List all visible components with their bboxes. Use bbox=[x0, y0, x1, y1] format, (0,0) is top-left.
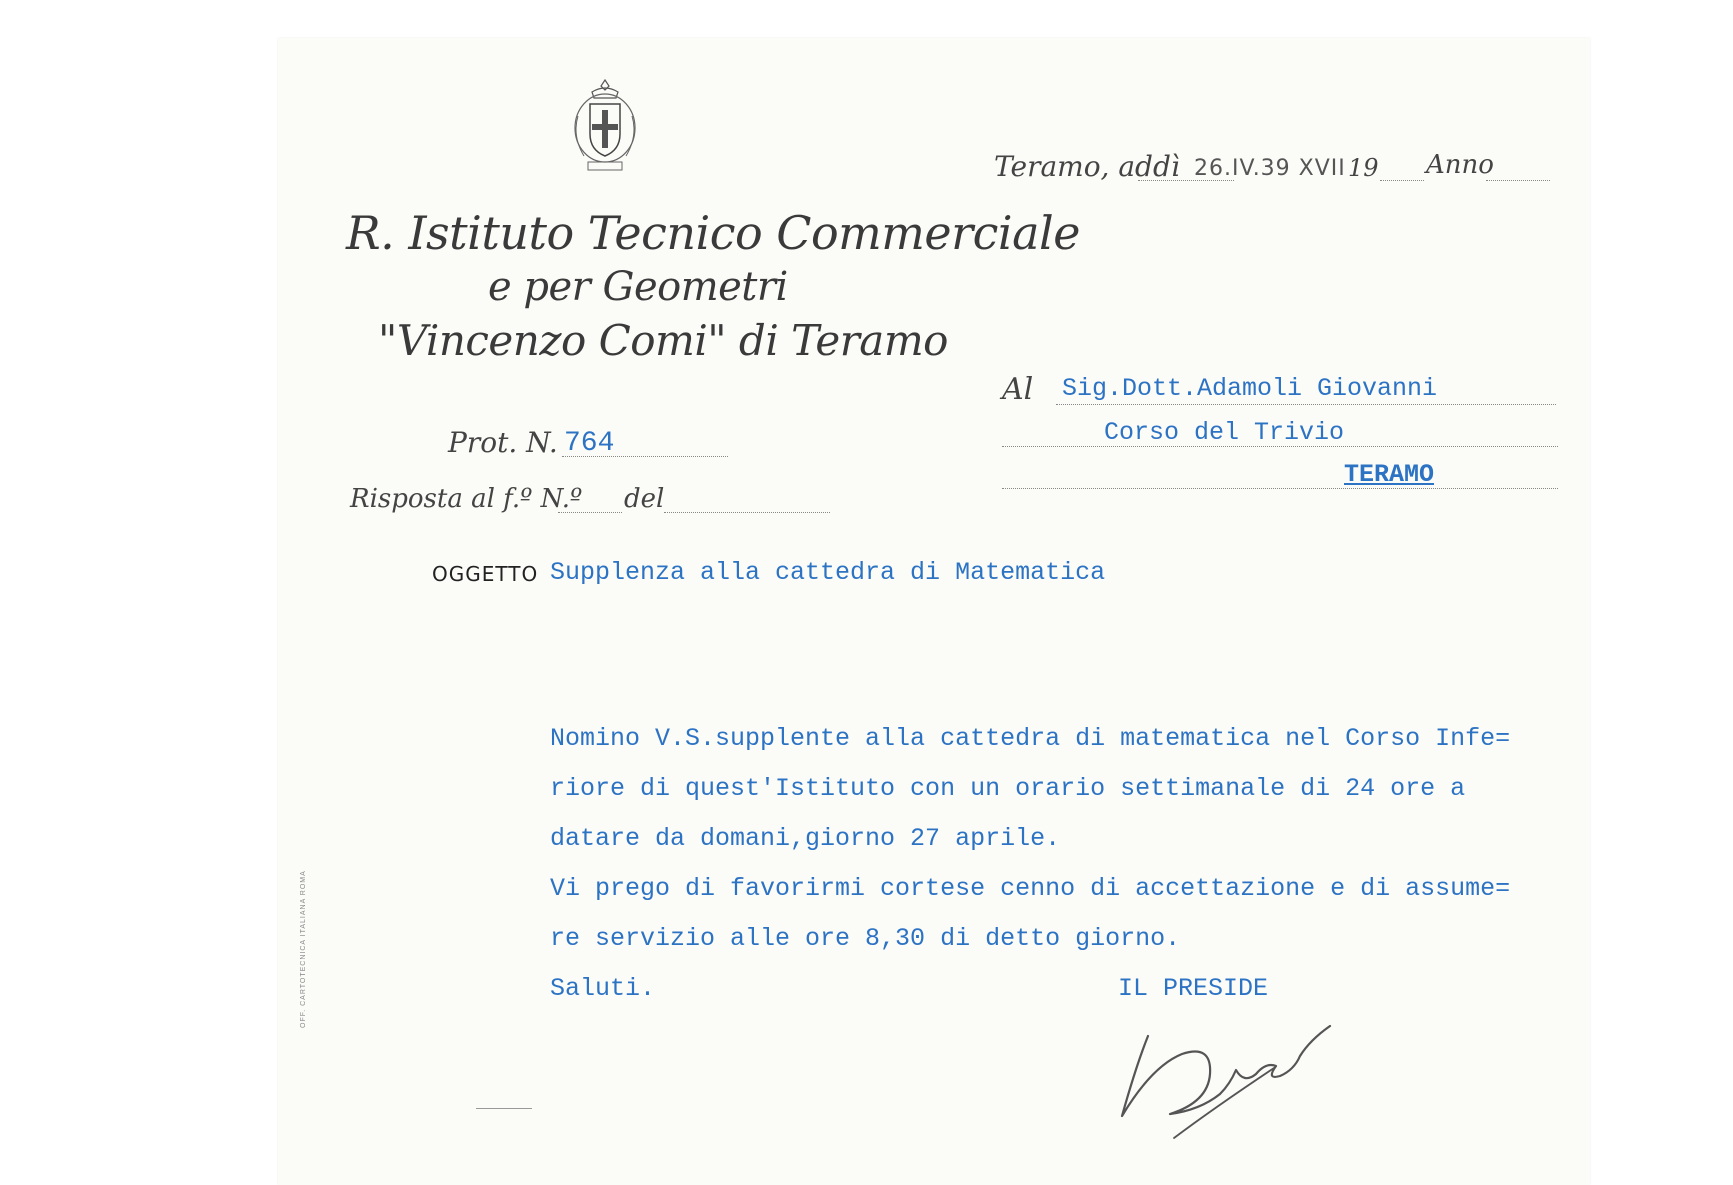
handwritten-signature bbox=[1108, 1008, 1338, 1148]
reply-del-rule bbox=[664, 512, 830, 513]
date-anno-rule bbox=[1486, 180, 1550, 181]
protocol-number: 764 bbox=[564, 428, 615, 459]
royal-coat-of-arms-emblem bbox=[570, 76, 640, 176]
printer-mark: OFF. CARTOTECNICA ITALIANA ROMA bbox=[300, 870, 307, 1028]
recipient-prefix: Al bbox=[1002, 372, 1034, 407]
date-stamp: 26.IV.39 XVII bbox=[1194, 156, 1346, 181]
reply-number-rule bbox=[558, 512, 622, 513]
recipient-street: Corso del Trivio bbox=[1104, 418, 1345, 447]
recipient-name: Sig.Dott.Adamoli Giovanni bbox=[1062, 374, 1438, 403]
reply-label: Risposta al f.º N.º bbox=[350, 484, 583, 514]
signatory-title: IL PRESIDE bbox=[1118, 974, 1269, 1003]
institute-name-line-2: e per Geometri bbox=[488, 264, 788, 310]
institute-name-line-3: "Vincenzo Comi" di Teramo bbox=[378, 316, 948, 365]
date-place-label: Teramo, addì bbox=[994, 150, 1180, 183]
body-line-4: Vi prego di favorirmi cortese cenno di accettazione e di assume= bbox=[550, 874, 1511, 903]
recipient-name-rule bbox=[1056, 404, 1556, 405]
letter-sheet bbox=[278, 38, 1590, 1185]
date-anno-label: Anno bbox=[1426, 150, 1494, 180]
body-line-1: Nomino V.S.supplente alla cattedra di matematica nel Corso Infe= bbox=[550, 724, 1511, 753]
margin-dash bbox=[476, 1108, 532, 1109]
recipient-street-rule bbox=[1002, 446, 1558, 447]
body-line-2: riore di quest'Istituto con un orario settimanale di 24 ore a bbox=[550, 774, 1466, 803]
recipient-city-rule bbox=[1002, 488, 1558, 489]
reply-del-label: del bbox=[624, 484, 665, 514]
body-line-3: datare da domani,giorno 27 aprile. bbox=[550, 824, 1061, 853]
date-year-label: 19 bbox=[1348, 154, 1379, 182]
institute-name-line-1: R. Istituto Tecnico Commerciale bbox=[346, 206, 1080, 260]
protocol-rule bbox=[562, 456, 728, 457]
subject-label: OGGETTO bbox=[432, 562, 539, 586]
subject-text: Supplenza alla cattedra di Matematica bbox=[550, 558, 1106, 587]
protocol-label: Prot. N. bbox=[448, 426, 558, 459]
recipient-city: TERAMO bbox=[1344, 460, 1435, 489]
body-line-5: re servizio alle ore 8,30 di detto giorno. bbox=[550, 924, 1181, 953]
date-year-rule bbox=[1380, 180, 1424, 181]
closing: Saluti. bbox=[550, 974, 656, 1003]
